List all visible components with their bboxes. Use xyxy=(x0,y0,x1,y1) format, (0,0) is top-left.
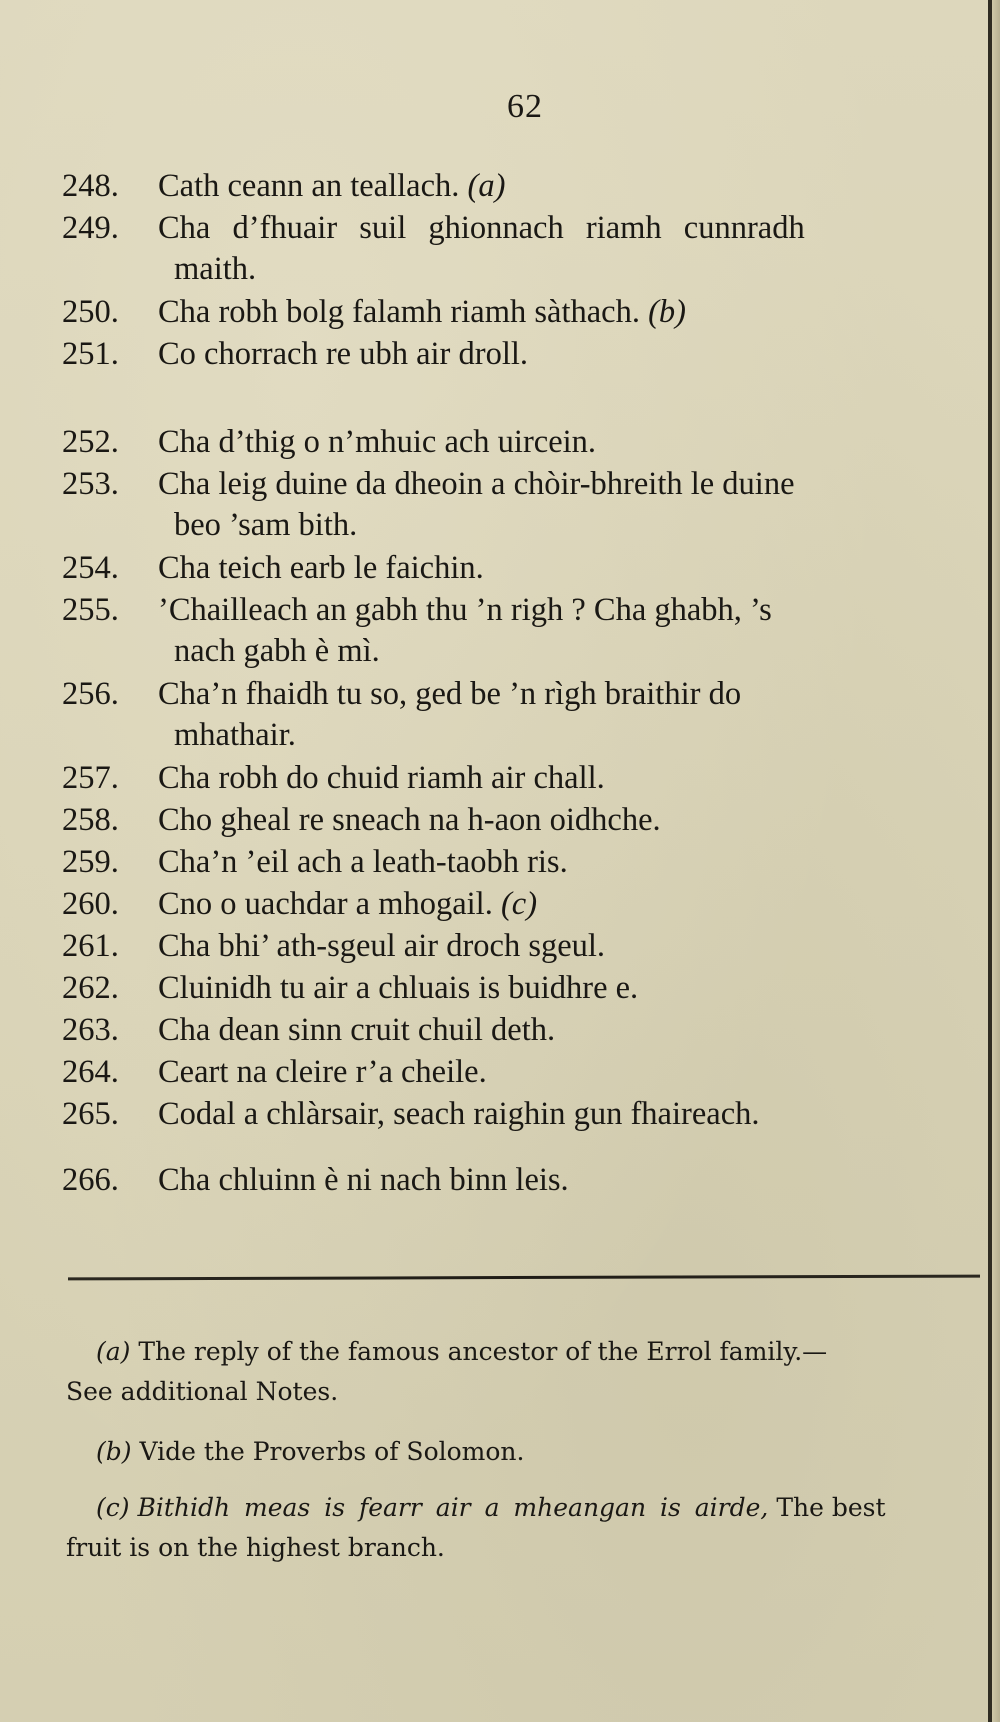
proverb-entry xyxy=(62,968,990,1009)
proverb-entry xyxy=(62,674,990,756)
footnote-text: Vide the Proverbs of Solomon. xyxy=(139,1437,525,1466)
entry-number: 259. xyxy=(62,844,119,880)
entry-text: Cha teich earb le faichin. xyxy=(158,550,484,586)
footnote-gaelic-text: Bithidh meas is fearr air a mheangan is airde, xyxy=(137,1493,769,1522)
proverb-entry xyxy=(62,758,990,799)
entry-text: Cha leig duine da dheoin a chòir-bhreith le duine xyxy=(158,466,795,502)
proverb-entry xyxy=(62,208,990,290)
entry-continuation: mhathair. xyxy=(174,717,296,753)
entry-text: Cno o uachdar a mhogail. xyxy=(158,886,493,922)
proverb-entry xyxy=(62,334,990,375)
proverb-entry xyxy=(62,1052,990,1093)
proverb-entry xyxy=(62,842,990,883)
entry-text: Cha dean sinn cruit chuil deth. xyxy=(158,1012,556,1048)
entry-number: 264. xyxy=(62,1054,119,1090)
entry-number: 262. xyxy=(62,970,119,1006)
entry-text: ’Chailleach an gabh thu ’n righ ? Cha ghabh, ’s xyxy=(158,592,772,628)
entry-number: 248. xyxy=(62,168,119,204)
entry-text: Cha d’fhuair suil ghionnach riamh cunnradh xyxy=(158,210,805,246)
entry-text: Cha robh do chuid riamh air chall. xyxy=(158,760,605,796)
proverb-entry xyxy=(62,1094,990,1135)
footnote-a xyxy=(66,1332,990,1412)
entry-number: 250. xyxy=(62,294,119,330)
entry-number: 251. xyxy=(62,336,119,372)
entry-number: 258. xyxy=(62,802,119,838)
footnote-continuation: fruit is on the highest branch. xyxy=(66,1533,445,1562)
footnote-marker: (c) xyxy=(96,1493,130,1522)
entry-text: Cluinidh tu air a chluais is buidhre e. xyxy=(158,970,639,1006)
entry-text: Cha’n ’eil ach a leath-taobh ris. xyxy=(158,844,568,880)
entry-number: 260. xyxy=(62,886,119,922)
entry-text: Cha chluinn è ni nach binn leis. xyxy=(158,1162,569,1198)
entry-number: 256. xyxy=(62,676,119,712)
entry-text: Codal a chlàrsair, seach raighin gun fhaireach. xyxy=(158,1096,760,1132)
entry-number: 265. xyxy=(62,1096,119,1132)
book-spine-edge xyxy=(992,0,1000,1722)
entry-text: Cath ceann an teallach. xyxy=(158,168,460,204)
entry-number: 266. xyxy=(62,1162,119,1198)
proverb-entry xyxy=(62,884,990,925)
entry-number: 255. xyxy=(62,592,119,628)
entry-number: 257. xyxy=(62,760,119,796)
proverb-entry xyxy=(62,548,990,589)
proverb-entry xyxy=(62,292,990,333)
footnote-ref: (a) xyxy=(467,168,506,204)
entry-continuation: maith. xyxy=(174,251,257,287)
entry-continuation: nach gabh è mì. xyxy=(174,633,380,669)
entry-text: Cho gheal re sneach na h-aon oidhche. xyxy=(158,802,661,838)
entry-text: Ceart na cleire r’a cheile. xyxy=(158,1054,487,1090)
entry-number: 253. xyxy=(62,466,119,502)
footnote-text: The reply of the famous ancestor of the Errol family.— xyxy=(138,1337,828,1366)
entry-text: Cha’n fhaidh tu so, ged be ’n rìgh braithir do xyxy=(158,676,742,712)
entry-continuation: beo ’sam bith. xyxy=(174,507,358,543)
footnote-ref: (c) xyxy=(500,886,538,922)
proverb-entry xyxy=(62,926,990,967)
footnote-marker: (a) xyxy=(96,1337,131,1366)
proverb-entry xyxy=(62,590,990,672)
entry-text: Co chorrach re ubh air droll. xyxy=(158,336,529,372)
entry-number: 261. xyxy=(62,928,119,964)
proverb-entry xyxy=(62,1010,990,1051)
entry-text: Cha d’thig o n’mhuic ach uircein. xyxy=(158,424,597,460)
footnote-marker: (b) xyxy=(96,1437,132,1466)
entry-number: 249. xyxy=(62,210,119,246)
footnote-b xyxy=(66,1432,990,1472)
entry-number: 254. xyxy=(62,550,119,586)
footnote-ref: (b) xyxy=(648,294,686,330)
proverb-entry xyxy=(62,464,990,546)
proverb-entry xyxy=(62,166,990,207)
footnote-continuation: See additional Notes. xyxy=(66,1377,339,1406)
footnote-c xyxy=(66,1488,990,1568)
proverb-entry xyxy=(62,422,990,463)
entry-number: 263. xyxy=(62,1012,119,1048)
footnote-text: The best xyxy=(776,1493,886,1522)
proverb-entry xyxy=(62,800,990,841)
footnote-divider xyxy=(68,1275,980,1281)
entry-text: Cha robh bolg falamh riamh sàthach. xyxy=(158,294,640,330)
page-number: 62 xyxy=(507,88,543,125)
entry-text: Cha bhi’ ath-sgeul air droch sgeul. xyxy=(158,928,606,964)
entry-number: 252. xyxy=(62,424,119,460)
proverb-entry xyxy=(62,1160,990,1201)
